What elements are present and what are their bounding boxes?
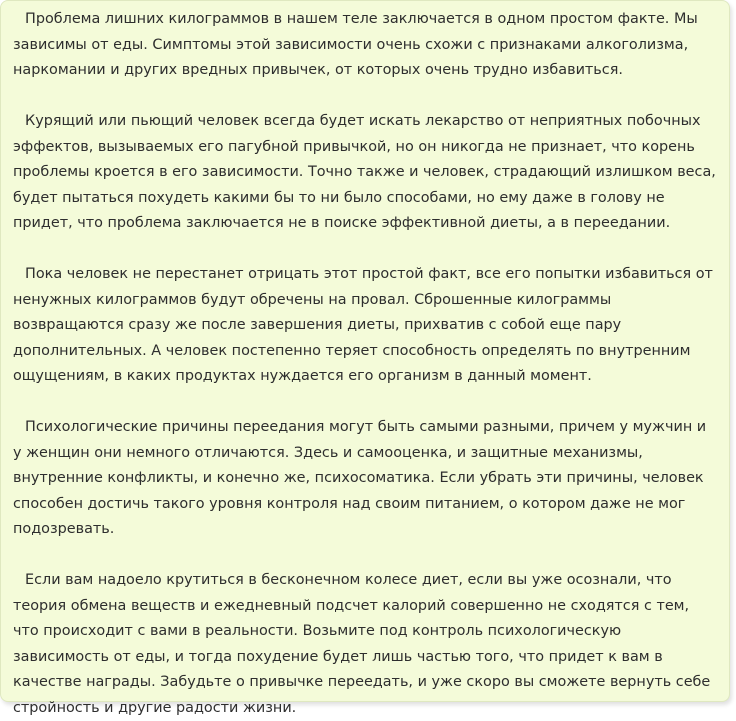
paragraph-5: Если вам надоело крутиться в бесконечном колесе диет, если вы уже осознали, что теория обмена веществ и ежедневный подсчет калорий совершенно не сходятся с тем, что происходит с вами в реальности. Возьмите под контроль психологическую зависимость от еды, и тогда похудение будет лишь частью того, что придет к вам в качестве награды. Забудьте о привычке переедать, и уже скоро вы сможете вернуть себе стройность и другие радости жизни. — [13, 572, 711, 716]
paragraph-1: Проблема лишних килограммов в нашем теле заключается в одном простом факте. Мы зависимы от еды. Симптомы этой зависимости очень схожи с признаками алкоголизма, наркомании и других вредных привычек, от которых очень трудно избавиться. — [13, 11, 698, 78]
paragraph-2: Курящий или пьющий человек всегда будет искать лекарство от неприятных побочных эффектов, вызываемых его пагубной привычкой, но он никогда не признает, что корень проблемы кроется в его зависимости. Точно также и человек, страдающий излишком веса, будет пытаться похудеть какими бы то ни было способами, но ему даже в голову не придет, что проблема заключается не в поиске эффективной диеты, а в переедании. — [13, 113, 716, 231]
paragraph-3: Пока человек не перестанет отрицать этот простой факт, все его попытки избавиться от ненужных килограммов будут обречены на провал. Сброшенные килограммы возвращаются сразу же после завершения диеты, прихватив с собой еще пару дополнительных. А человек постепенно теряет способность определять по внутренним ощущениям, в каких продуктах нуждается его организм в данный момент. — [13, 266, 713, 384]
paragraph-4: Психологические причины переедания могут быть самыми разными, причем у мужчин и у женщин они немного отличаются. Здесь и самооценка, и защитные механизмы, внутренние конфликты, и конечно же, психосоматика. Если убрать эти причины, человек способен достичь такого уровня контроля над своим питанием, о котором даже не мог подозревать. — [13, 419, 707, 537]
